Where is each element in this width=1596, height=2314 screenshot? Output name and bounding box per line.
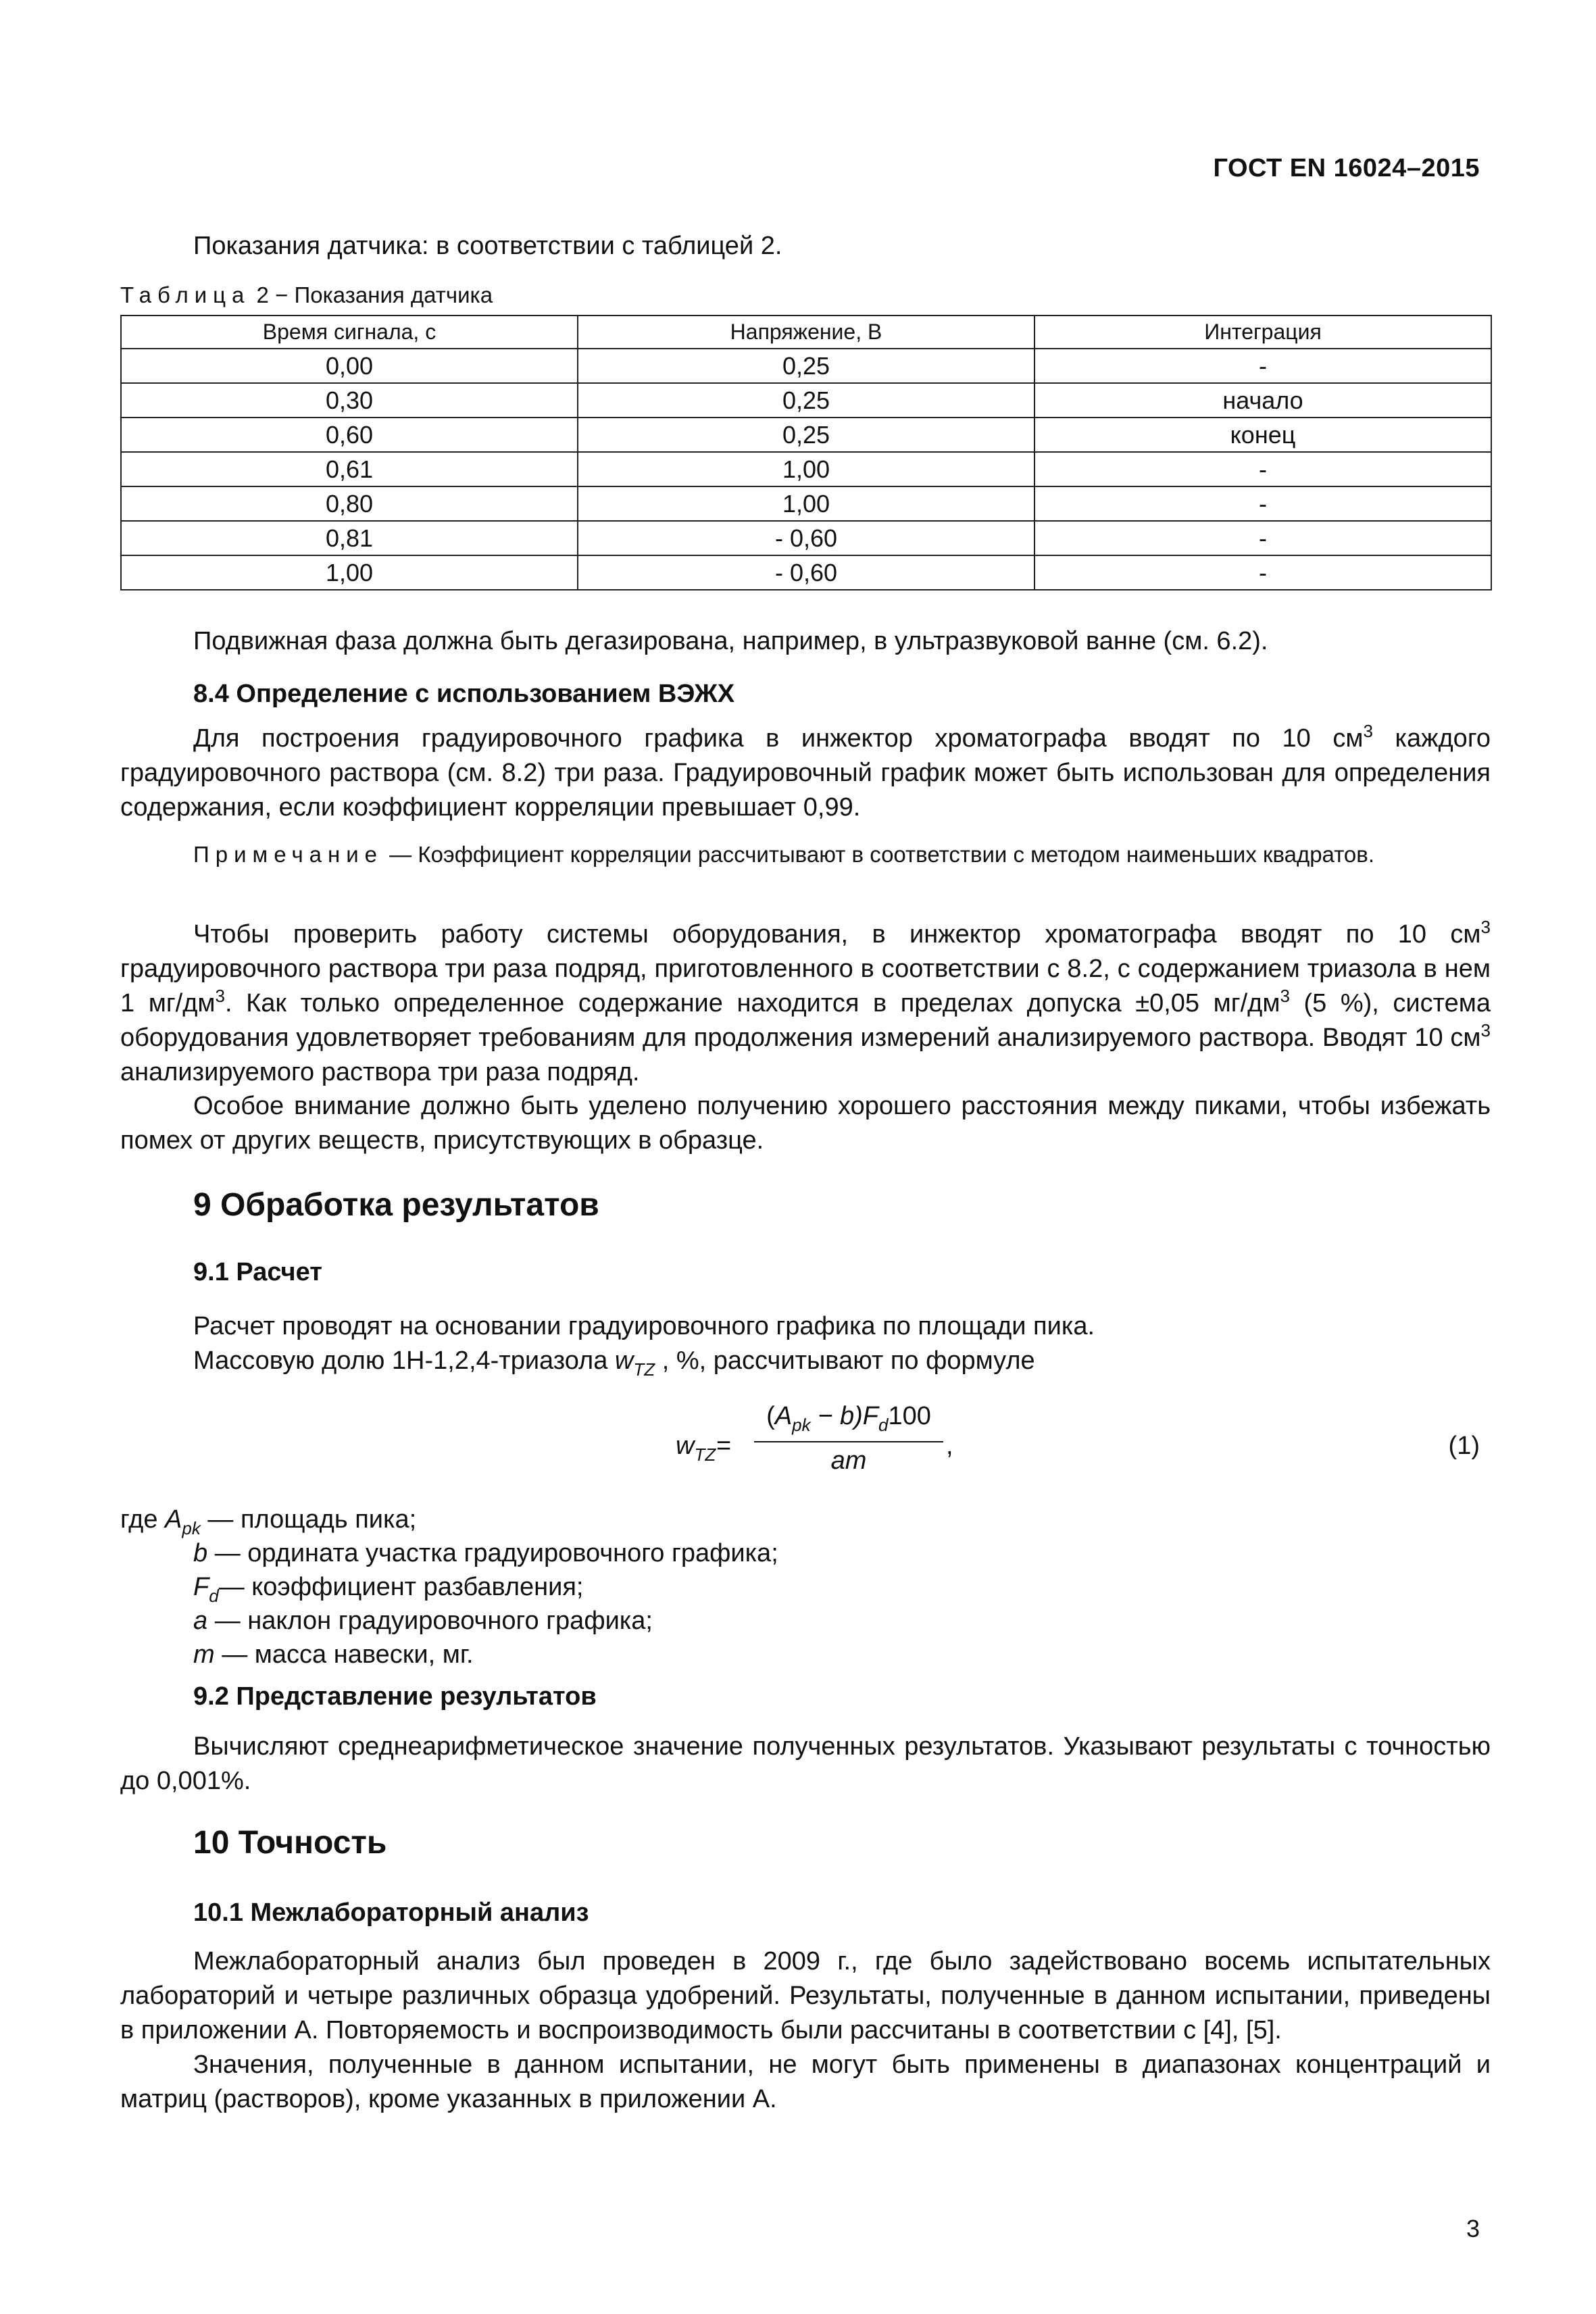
column-header: Напряжение, В xyxy=(578,316,1034,349)
table-cell: 0,25 xyxy=(578,418,1034,452)
formula-equals: = xyxy=(716,1432,732,1460)
table-cell: 0,80 xyxy=(121,486,578,521)
mass-fraction-paragraph xyxy=(120,1344,1491,1378)
section-9-1-heading: 9.1 Расчет xyxy=(193,1258,322,1286)
text-run: анализируемого раствора три раза подряд. xyxy=(120,1058,640,1086)
table-cell: - xyxy=(1034,555,1491,590)
formula-1 xyxy=(676,1402,959,1490)
section-10-heading: 10 Точность xyxy=(193,1825,387,1861)
table-caption-text: 2 − Показания датчика xyxy=(250,282,493,307)
section-10-1-heading: 10.1 Межлабораторный анализ xyxy=(193,1898,589,1927)
superscript: 3 xyxy=(215,986,225,1006)
section-8-4-heading: 8.4 Определение с использованием ВЭЖХ xyxy=(193,680,735,708)
interlab-paragraph: Межлабораторный анализ был проведен в 2009 г., где было задействовано восемь испытательных лабораторий и четыре различных образца удобрений. Результаты, полученные в данном испытании, приведены в приложении А. Повторяемость и воспроизводимость были рассчитаны в соответствии с [4], [5]. xyxy=(120,1947,1491,2044)
where-item: a — наклон градуировочного графика; xyxy=(193,1607,653,1635)
table-caption-label: Таблица xyxy=(120,282,251,307)
text-run: . Как только определенное содержание находится в пределах допуска ±0,05 мг/дм xyxy=(225,989,1280,1017)
where-item: $F_d—$ коэффициент разбавления; xyxy=(193,1573,584,1606)
section-9-2-heading: 9.2 Представление результатов xyxy=(193,1682,597,1711)
text-run: Массовую долю 1Н-1,2,4-триазола xyxy=(193,1347,615,1375)
page-number: 3 xyxy=(1466,2215,1480,2242)
table-cell: - 0,60 xyxy=(578,555,1034,590)
where-item: где $A_{pk}$ — площадь пика; xyxy=(120,1505,417,1538)
table-cell: - 0,60 xyxy=(578,521,1034,555)
symbol: w xyxy=(614,1347,634,1375)
table-cell: 0,25 xyxy=(578,383,1034,418)
table-row xyxy=(121,418,1491,452)
table-cell: 0,25 xyxy=(578,349,1034,383)
table-cell: начало xyxy=(1034,383,1491,418)
system-check-paragraph xyxy=(120,917,1491,1090)
table-cell: 0,30 xyxy=(121,383,578,418)
fraction-bar xyxy=(754,1441,943,1442)
superscript: 3 xyxy=(1480,917,1491,937)
formula-denominator: am xyxy=(830,1447,867,1475)
intro-paragraph: Показания датчика: в соответствии с таблицей 2. xyxy=(193,232,782,260)
table-row xyxy=(121,555,1491,590)
table-row xyxy=(121,521,1491,555)
table-cell: - xyxy=(1034,349,1491,383)
text-run: Чтобы проверить работу системы оборудования, в инжектор хроматографа вводят по 10 см xyxy=(193,920,1481,949)
table-row xyxy=(121,486,1491,521)
formula-comma: , xyxy=(946,1432,953,1460)
table-header-row xyxy=(121,316,1491,349)
peak-separation-paragraph: Особое внимание должно быть уделено получению хорошего расстояния между пиками, чтобы избежать помех от других веществ, присутствующих в образце. xyxy=(120,1092,1491,1155)
table-cell: 1,00 xyxy=(578,486,1034,521)
table-cell: - xyxy=(1034,486,1491,521)
note-text: — Коэффициент корреляции рассчитывают в соответствии с методом наименьших квадратов. xyxy=(383,842,1374,867)
formula-numerator: $(A_{pk} - b)F_d100$ xyxy=(766,1402,931,1435)
standard-designation: ГОСТ EN 16024–2015 xyxy=(1213,154,1480,182)
superscript: 3 xyxy=(1480,1020,1491,1040)
mobile-phase-paragraph: Подвижная фаза должна быть дегазирована, например, в ультразвуковой ванне (см. 6.2). xyxy=(193,627,1268,655)
superscript: 3 xyxy=(1280,986,1290,1006)
section-9-heading: 9 Обработка результатов xyxy=(193,1187,599,1223)
table-cell: - xyxy=(1034,452,1491,486)
formula-number: (1) xyxy=(1448,1432,1480,1460)
table-cell: 0,60 xyxy=(121,418,578,452)
calculation-paragraph: Расчет проводят на основании градуировочного графика по площади пика. xyxy=(193,1312,1095,1340)
table-row xyxy=(121,383,1491,418)
text-run: каждого градуировочного раствора (см. 8.2) три раза. Градуировочный график может быть использован для определения содержания, если коэффициент корреляции превышает 0,99. xyxy=(120,724,1491,822)
column-header: Время сигнала, с xyxy=(121,316,578,349)
calibration-paragraph xyxy=(120,722,1491,825)
where-item: b — ордината участка градуировочного графика; xyxy=(193,1539,778,1567)
applicability-paragraph: Значения, полученные в данном испытании, не могут быть применены в диапазонах концентраций и матриц (растворов), кроме указанных в приложении А. xyxy=(120,2051,1491,2113)
note-paragraph xyxy=(120,839,1491,870)
table-cell: 0,61 xyxy=(121,452,578,486)
text-run: (5 %), система оборудования удовлетворяет требованиям для продолжения измерений анализируемого раствора. Вводят 10 см xyxy=(120,989,1491,1052)
formula-lhs: $w_{TZ}$ xyxy=(676,1432,716,1465)
table-cell: - xyxy=(1034,521,1491,555)
results-paragraph: Вычисляют среднеарифметическое значение полученных результатов. Указывают результаты с точностью до 0,001%. xyxy=(120,1732,1491,1795)
text-run: , %, рассчитывают по формуле xyxy=(655,1347,1035,1375)
superscript: 3 xyxy=(1363,721,1373,741)
text-run: Для построения градуировочного графика в инжектор хроматографа вводят по 10 см xyxy=(193,724,1364,753)
where-item: m — масса навески, мг. xyxy=(193,1640,474,1669)
table-cell: 0,00 xyxy=(121,349,578,383)
table-caption xyxy=(120,282,493,308)
column-header: Интеграция xyxy=(1034,316,1491,349)
table-cell: конец xyxy=(1034,418,1491,452)
note-label: Примечание xyxy=(193,842,384,867)
table-cell: 1,00 xyxy=(578,452,1034,486)
sensor-readings-table xyxy=(120,315,1492,590)
table-row xyxy=(121,452,1491,486)
table-cell: 0,81 xyxy=(121,521,578,555)
table-cell: 1,00 xyxy=(121,555,578,590)
text-run: градуировочного раствора три раза подряд, приготовленного в соответствии с 8.2, с содержанием триазола в нем 1 мг/дм xyxy=(120,955,1491,1017)
subscript: TZ xyxy=(633,1359,655,1380)
table-row xyxy=(121,349,1491,383)
